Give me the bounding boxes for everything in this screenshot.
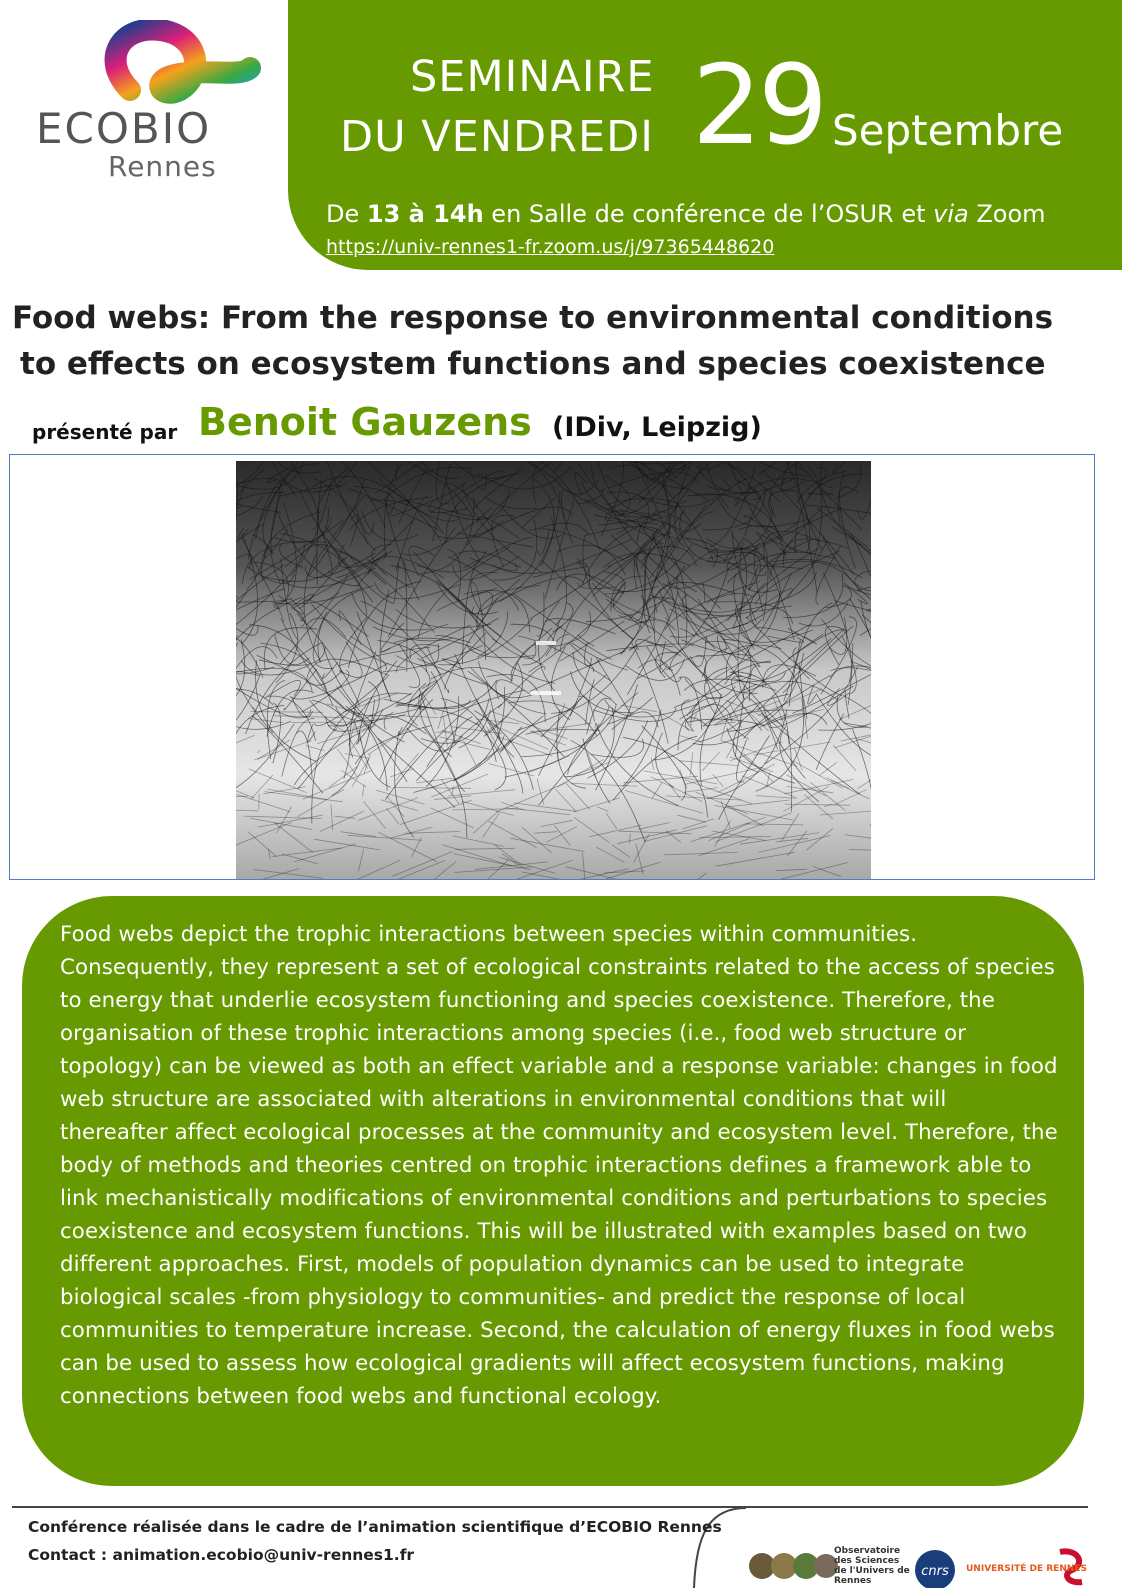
when-middle: en Salle de conférence de l’OSUR et <box>483 200 934 228</box>
university-name: UNIVERSITÉ DE RENNES <box>966 1564 1088 1574</box>
seminar-month: Septembre <box>832 106 1064 155</box>
when-time: 13 à 14h <box>366 200 484 228</box>
seminar-day: 29 <box>692 41 824 169</box>
when-suffix: Zoom <box>968 200 1046 228</box>
abstract-text: Food webs depict the trophic interactions between species within communities. Consequently, they represent a set of ecological constraints related to the access of species to energy that underlie ecosystem functioning and species coexistence. Therefore, the organisation of these trophic interactions among species (i.e., food web structure or topology) can be viewed as both an effect variable and a response variable: changes in food web structure are associated with alterations in environmental conditions that will thereafter affect ecological processes at the community and ecosystem level. Therefore, the body of methods and theories centred on trophic interactions defines a framework able to link mechanistically modifications of environmental conditions and perturbations to species coexistence and ecosystem functions. This will be illustrated with examples based on two different approaches. First, models of population dynamics can be used to integrate biological scales -from physiology to communities- and predict the response of local communities to temperature increase. Second, the calculation of energy fluxes in food webs can be used to assess how ecological gradients will affect ecosystem functions, making connections between food webs and functional ecology. <box>60 922 1058 1409</box>
speaker-name: Benoit Gauzens <box>198 400 532 444</box>
seminar-title-line1: SEMINAIRE <box>410 52 655 102</box>
cnrs-label: cnrs <box>921 1564 949 1579</box>
osur-name: Observatoire des Sciences de l'Univers de Rennes <box>834 1546 910 1586</box>
seminar-title-line2: DU VENDREDI <box>340 112 654 162</box>
logo-city: Rennes <box>108 150 217 183</box>
footer-credit: Conférence réalisée dans le cadre de l’animation scientifique d’ECOBIO Rennes <box>28 1518 722 1536</box>
zoom-link[interactable]: https://univ-rennes1-fr.zoom.us/j/97365448620 <box>326 236 775 258</box>
presented-by-label: présenté par <box>32 420 178 444</box>
footer-contact[interactable]: Contact : animation.ecobio@univ-rennes1.fr <box>28 1546 415 1564</box>
thread-installation-photo <box>236 461 871 879</box>
talk-title-line1: Food webs: From the response to environmental conditions <box>12 300 1054 336</box>
when-prefix: De <box>326 200 367 228</box>
footer-divider <box>12 1506 1088 1508</box>
cnrs-logo <box>912 1548 958 1588</box>
logo-name: ECOBIO <box>36 104 212 153</box>
seminar-time-location <box>326 200 1046 228</box>
when-via: via <box>933 200 969 228</box>
talk-title-line2: to effects on ecosystem functions and species coexistence <box>20 346 1046 382</box>
speaker-affiliation: (IDiv, Leipzig) <box>552 412 762 443</box>
